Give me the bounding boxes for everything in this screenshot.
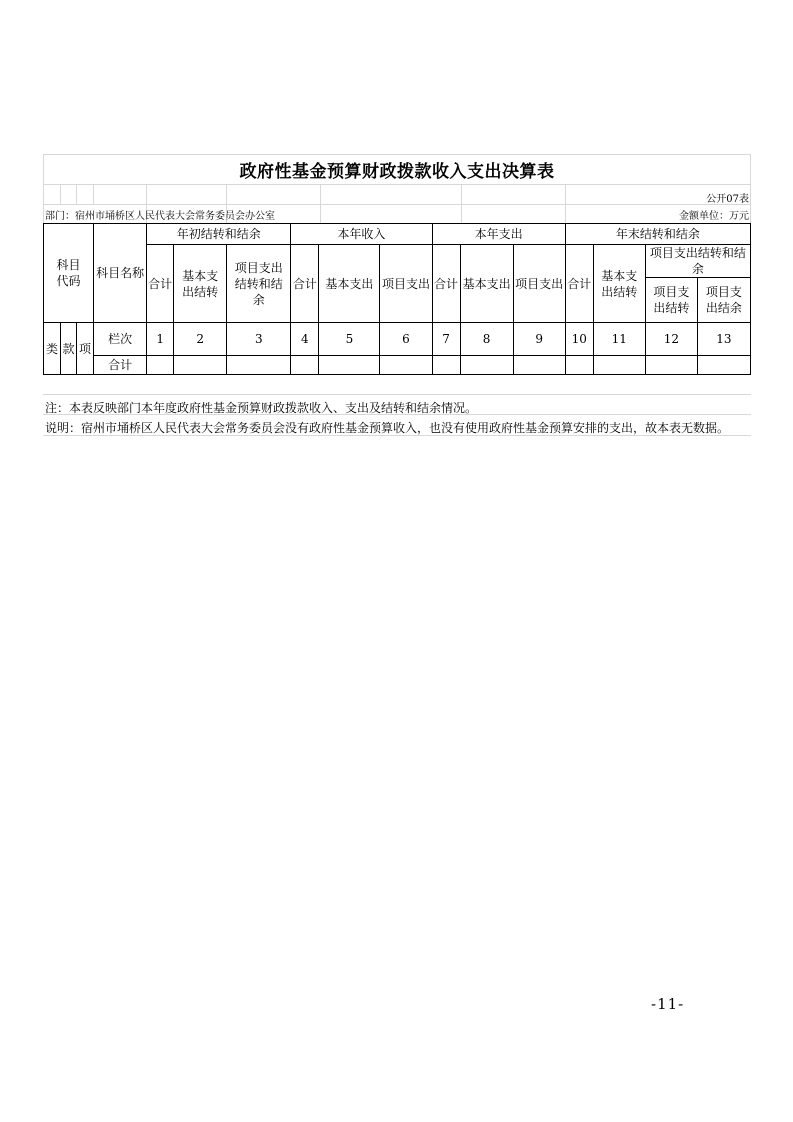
unit-label: 金额单位：万元 [679,211,749,222]
grid-line [76,184,77,204]
sum-row-label: 合计 [94,356,147,375]
grid-line [320,184,321,224]
header-begin-project-carry-balance: 项目支出结转和结余 [227,245,291,323]
column-number: 9 [513,323,565,356]
header-end-project-carry: 项目支出结转 [645,278,697,323]
settlement-table [43,223,751,375]
header-group-expense: 本年支出 [432,224,565,245]
grid-line [60,184,61,204]
column-number: 13 [697,323,750,356]
table-cell [319,356,380,375]
column-order-label: 栏次 [94,323,147,356]
table-cell [147,356,174,375]
column-number: 5 [319,323,380,356]
column-number: 1 [147,323,174,356]
header-xiang: 项 [77,323,94,375]
table-cell [460,356,513,375]
header-begin-total: 合计 [147,245,174,323]
table-cell [697,356,750,375]
table-cell [227,356,291,375]
header-group-begin: 年初结转和结余 [147,224,291,245]
column-number: 12 [645,323,697,356]
header-end-project-carry-balance: 项目支出结转和结余 [645,245,750,278]
document-sheet [43,154,751,436]
column-number: 11 [593,323,645,356]
table-cell [380,356,432,375]
table-cell [513,356,565,375]
header-group-income: 本年收入 [291,224,432,245]
grid-line [93,184,94,204]
grid-line [461,184,462,224]
header-kuan: 款 [61,323,77,375]
header-income-basic: 基本支出 [319,245,380,323]
header-lei: 类 [44,323,61,375]
header-end-total: 合计 [565,245,593,323]
header-group-end: 年末结转和结余 [565,224,750,245]
department-label: 部门：宿州市埇桥区人民代表大会常务委员会办公室 [45,211,275,222]
header-end-project-balance: 项目支出结余 [697,278,750,323]
grid-line [43,204,751,205]
page-number: -11- [651,995,685,1013]
grid-line [43,184,751,185]
grid-line [43,154,751,155]
header-expense-basic: 基本支出 [460,245,513,323]
table-note: 注：本表反映部门本年度政府性基金预算财政拨款收入、支出及结转和结余情况。 [45,401,478,415]
header-begin-basic-carry: 基本支出结转 [174,245,227,323]
table-cell [174,356,227,375]
table-cell [291,356,319,375]
header-income-project: 项目支出 [380,245,432,323]
header-code: 科目代码 [44,224,94,323]
header-income-total: 合计 [291,245,319,323]
header-expense-project: 项目支出 [513,245,565,323]
column-number: 10 [565,323,593,356]
grid-line [43,394,751,395]
column-number: 6 [380,323,432,356]
table-number: 公开07表 [706,194,749,205]
header-expense-total: 合计 [432,245,460,323]
table-cell [645,356,697,375]
header-end-basic-carry: 基本支出结转 [593,245,645,323]
table-explanation: 说明：宿州市埇桥区人民代表大会常务委员会没有政府性基金预算收入，也没有使用政府性基金预算安排的支出，故本表无数据。 [45,421,730,435]
column-number: 4 [291,323,319,356]
table-cell [432,356,460,375]
column-number: 2 [174,323,227,356]
column-number: 3 [227,323,291,356]
column-number: 8 [460,323,513,356]
table-cell [565,356,593,375]
header-name: 科目名称 [94,224,147,323]
table-cell [593,356,645,375]
grid-line [565,184,566,224]
page-title: 政府性基金预算财政拨款收入支出决算表 [239,162,555,182]
column-number: 7 [432,323,460,356]
